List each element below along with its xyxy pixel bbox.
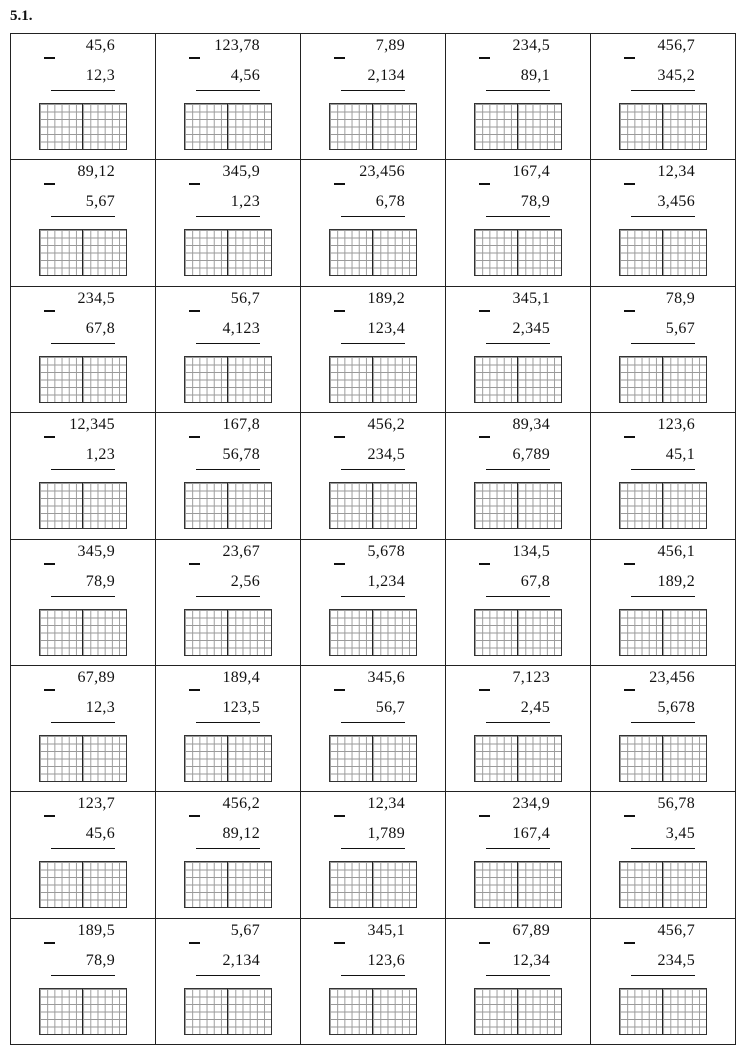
subtrahend: 189,2 [657, 572, 695, 590]
subtrahend: 45,1 [665, 446, 695, 464]
subtraction-problem [156, 413, 300, 538]
subtraction-problem [591, 792, 735, 917]
answer-line [631, 90, 695, 91]
subtrahend: 12,3 [85, 698, 115, 716]
subtraction-problem-cell [446, 34, 591, 160]
answer-grid[interactable] [474, 988, 562, 1035]
worksheet-row [11, 413, 736, 539]
subtraction-problem-cell [11, 918, 156, 1044]
answer-grid[interactable] [619, 103, 707, 150]
answer-grid[interactable] [329, 356, 417, 403]
minuend: 345,1 [367, 921, 405, 939]
answer-grid[interactable] [39, 103, 127, 150]
answer-grid[interactable] [329, 988, 417, 1035]
subtraction-problem [156, 919, 300, 1044]
minus-sign-icon [334, 436, 345, 438]
answer-line [631, 848, 695, 849]
answer-grid[interactable] [329, 861, 417, 908]
worksheet-row [11, 286, 736, 412]
subtrahend: 78,9 [85, 951, 115, 969]
answer-line [486, 975, 550, 976]
answer-grid[interactable] [329, 229, 417, 276]
minuend: 23,456 [359, 163, 405, 181]
answer-grid[interactable] [474, 103, 562, 150]
subtraction-problem [156, 792, 300, 917]
subtraction-problem [11, 540, 155, 665]
subtrahend: 5,67 [665, 319, 695, 337]
worksheet-row [11, 918, 736, 1044]
answer-line [631, 596, 695, 597]
subtraction-problem-cell [301, 286, 446, 412]
subtrahend: 67,8 [85, 319, 115, 337]
answer-line [486, 848, 550, 849]
subtraction-problem [156, 34, 300, 159]
subtrahend: 89,12 [222, 825, 260, 843]
subtraction-problem-cell [591, 918, 736, 1044]
subtraction-problem-cell [11, 160, 156, 286]
answer-line [486, 722, 550, 723]
minus-sign-icon [189, 815, 200, 817]
subtrahend: 345,2 [657, 67, 695, 84]
answer-line [631, 975, 695, 976]
answer-line [486, 216, 550, 217]
subtrahend: 6,78 [375, 193, 405, 211]
answer-line [631, 469, 695, 470]
minuend: 167,4 [512, 163, 550, 181]
answer-grid[interactable] [39, 229, 127, 276]
minuend: 456,2 [222, 795, 260, 813]
subtraction-problem-cell [591, 160, 736, 286]
subtrahend: 2,56 [230, 572, 260, 590]
subtraction-problem-cell [11, 286, 156, 412]
answer-line [631, 343, 695, 344]
subtraction-problem [446, 792, 590, 917]
minuend: 89,34 [512, 416, 550, 434]
minuend: 345,6 [367, 668, 405, 686]
minuend: 12,345 [69, 416, 115, 434]
subtrahend: 1,23 [85, 446, 115, 464]
subtraction-problem-cell [156, 918, 301, 1044]
subtraction-problem-cell [301, 792, 446, 918]
worksheet-row [11, 539, 736, 665]
minus-sign-icon [479, 563, 490, 565]
answer-grid[interactable] [474, 609, 562, 656]
subtraction-problem-cell [446, 539, 591, 665]
minus-sign-icon [44, 57, 55, 59]
minus-sign-icon [44, 563, 55, 565]
subtrahend: 67,8 [520, 572, 550, 590]
answer-grid[interactable] [619, 735, 707, 782]
minus-sign-icon [44, 436, 55, 438]
minuend: 456,2 [367, 416, 405, 434]
answer-line [196, 596, 260, 597]
answer-line [341, 975, 405, 976]
subtraction-problem-cell [156, 286, 301, 412]
answer-grid[interactable] [619, 861, 707, 908]
subtraction-problem-cell [11, 792, 156, 918]
minuend: 134,5 [512, 542, 550, 560]
minus-sign-icon [334, 815, 345, 817]
answer-line [51, 469, 115, 470]
subtraction-problem [11, 287, 155, 412]
subtraction-problem [446, 287, 590, 412]
answer-line [341, 90, 405, 91]
subtraction-problem-cell [11, 34, 156, 160]
subtraction-problem [11, 160, 155, 285]
answer-line [196, 975, 260, 976]
subtraction-problem-cell [446, 286, 591, 412]
minus-sign-icon [624, 689, 635, 691]
subtrahend: 4,123 [222, 319, 260, 337]
subtraction-problem-cell [301, 918, 446, 1044]
minuend: 5,67 [230, 921, 260, 939]
worksheet-row [11, 665, 736, 791]
subtrahend: 2,134 [367, 67, 405, 84]
subtraction-problem-cell [156, 792, 301, 918]
subtraction-problem-cell [446, 665, 591, 791]
subtrahend: 78,9 [520, 193, 550, 211]
minuend: 123,7 [77, 795, 115, 813]
minuend: 456,1 [657, 542, 695, 560]
minuend: 67,89 [77, 668, 115, 686]
subtraction-problem [301, 287, 445, 412]
subtraction-problem [591, 540, 735, 665]
answer-line [196, 722, 260, 723]
answer-line [341, 216, 405, 217]
answer-line [51, 848, 115, 849]
subtraction-problem [446, 160, 590, 285]
subtraction-problem-cell [156, 34, 301, 160]
subtrahend: 1,23 [230, 193, 260, 211]
subtraction-problem [446, 666, 590, 791]
exercise-number: 5.1. [10, 8, 33, 24]
answer-line [196, 848, 260, 849]
answer-line [486, 343, 550, 344]
answer-line [486, 90, 550, 91]
answer-grid[interactable] [184, 609, 272, 656]
answer-line [196, 343, 260, 344]
subtraction-problem-cell [591, 34, 736, 160]
minuend: 345,1 [512, 289, 550, 307]
subtraction-problem-cell [156, 160, 301, 286]
answer-line [51, 90, 115, 91]
minuend: 12,34 [657, 163, 695, 181]
minuend: 56,7 [230, 289, 260, 307]
minuend: 456,7 [657, 921, 695, 939]
worksheet-row [11, 34, 736, 160]
answer-grid[interactable] [474, 861, 562, 908]
subtraction-problem-cell [301, 539, 446, 665]
subtraction-problem [156, 666, 300, 791]
answer-grid[interactable] [329, 609, 417, 656]
answer-line [486, 469, 550, 470]
subtraction-problem-cell [591, 286, 736, 412]
minuend: 167,8 [222, 416, 260, 434]
subtrahend: 167,4 [512, 825, 550, 843]
minus-sign-icon [334, 57, 345, 59]
subtraction-problem [301, 792, 445, 917]
subtraction-problem-cell [156, 665, 301, 791]
subtrahend: 2,345 [512, 319, 550, 337]
subtraction-problem [11, 792, 155, 917]
minus-sign-icon [189, 436, 200, 438]
subtrahend: 123,6 [367, 951, 405, 969]
minus-sign-icon [624, 815, 635, 817]
subtraction-problem-cell [591, 413, 736, 539]
subtrahend: 78,9 [85, 572, 115, 590]
answer-grid[interactable] [619, 229, 707, 276]
subtrahend: 56,78 [222, 446, 260, 464]
subtraction-problem [11, 34, 155, 159]
answer-line [341, 722, 405, 723]
answer-grid[interactable] [619, 988, 707, 1035]
answer-grid[interactable] [184, 482, 272, 529]
minus-sign-icon [44, 689, 55, 691]
answer-line [341, 596, 405, 597]
subtraction-problem-cell [301, 413, 446, 539]
minuend: 189,5 [77, 921, 115, 939]
subtraction-problem [591, 413, 735, 538]
answer-grid[interactable] [184, 735, 272, 782]
answer-grid[interactable] [39, 861, 127, 908]
subtraction-problem-cell [446, 413, 591, 539]
subtraction-problem-cell [156, 539, 301, 665]
minus-sign-icon [334, 563, 345, 565]
subtraction-problem [156, 287, 300, 412]
subtraction-problem [301, 34, 445, 159]
minuend: 234,9 [512, 795, 550, 813]
minuend: 456,7 [657, 37, 695, 54]
minus-sign-icon [624, 310, 635, 312]
answer-grid[interactable] [39, 609, 127, 656]
answer-line [51, 722, 115, 723]
subtraction-problem [591, 287, 735, 412]
answer-grid[interactable] [474, 482, 562, 529]
minus-sign-icon [44, 183, 55, 185]
subtrahend: 3,456 [657, 193, 695, 211]
answer-line [341, 343, 405, 344]
answer-grid[interactable] [619, 609, 707, 656]
answer-line [631, 216, 695, 217]
minus-sign-icon [189, 183, 200, 185]
minus-sign-icon [479, 310, 490, 312]
minus-sign-icon [189, 942, 200, 944]
minuend: 45,6 [85, 37, 115, 54]
answer-grid[interactable] [619, 356, 707, 403]
subtraction-problem-cell [446, 160, 591, 286]
minuend: 23,67 [222, 542, 260, 560]
subtraction-problem-cell [591, 792, 736, 918]
minus-sign-icon [624, 942, 635, 944]
answer-grid[interactable] [39, 356, 127, 403]
subtrahend: 45,6 [85, 825, 115, 843]
subtrahend: 56,7 [375, 698, 405, 716]
minuend: 12,34 [367, 795, 405, 813]
minus-sign-icon [624, 183, 635, 185]
subtraction-problem [301, 919, 445, 1044]
minus-sign-icon [189, 57, 200, 59]
minus-sign-icon [479, 183, 490, 185]
subtraction-problem [156, 160, 300, 285]
minus-sign-icon [44, 310, 55, 312]
subtraction-problem [591, 666, 735, 791]
subtrahend: 5,678 [657, 698, 695, 716]
answer-grid[interactable] [39, 988, 127, 1035]
subtraction-problem [11, 413, 155, 538]
minus-sign-icon [189, 563, 200, 565]
minus-sign-icon [479, 57, 490, 59]
subtraction-problem [301, 666, 445, 791]
subtraction-problem-cell [301, 160, 446, 286]
answer-line [51, 343, 115, 344]
answer-grid[interactable] [474, 356, 562, 403]
answer-grid[interactable] [39, 482, 127, 529]
subtraction-problem-cell [591, 539, 736, 665]
answer-line [51, 975, 115, 976]
subtraction-problem [591, 34, 735, 159]
answer-grid[interactable] [474, 735, 562, 782]
answer-grid[interactable] [329, 735, 417, 782]
minus-sign-icon [334, 310, 345, 312]
subtrahend: 123,4 [367, 319, 405, 337]
subtraction-problem-cell [11, 539, 156, 665]
minuend: 78,9 [665, 289, 695, 307]
subtraction-problem-cell [11, 413, 156, 539]
subtrahend: 4,56 [230, 67, 260, 84]
subtrahend: 2,134 [222, 951, 260, 969]
subtrahend: 123,5 [222, 698, 260, 716]
answer-line [486, 596, 550, 597]
subtraction-problem [11, 919, 155, 1044]
minuend: 23,456 [649, 668, 695, 686]
subtrahend: 3,45 [665, 825, 695, 843]
minus-sign-icon [189, 310, 200, 312]
answer-grid[interactable] [329, 103, 417, 150]
subtrahend: 234,5 [367, 446, 405, 464]
minuend: 123,78 [214, 37, 260, 54]
subtrahend: 2,45 [520, 698, 550, 716]
subtrahend: 12,34 [512, 951, 550, 969]
subtrahend: 1,234 [367, 572, 405, 590]
subtraction-problem [301, 540, 445, 665]
minus-sign-icon [334, 942, 345, 944]
answer-grid[interactable] [474, 229, 562, 276]
answer-line [631, 722, 695, 723]
minuend: 7,123 [512, 668, 550, 686]
minus-sign-icon [479, 815, 490, 817]
subtraction-problem-cell [446, 792, 591, 918]
minuend: 5,678 [367, 542, 405, 560]
subtraction-problem [591, 160, 735, 285]
minus-sign-icon [334, 689, 345, 691]
subtraction-problem-cell [591, 665, 736, 791]
minus-sign-icon [44, 815, 55, 817]
answer-line [51, 216, 115, 217]
minuend: 189,4 [222, 668, 260, 686]
subtraction-problem [446, 540, 590, 665]
minus-sign-icon [334, 183, 345, 185]
answer-line [51, 596, 115, 597]
minuend: 345,9 [222, 163, 260, 181]
subtraction-problem-cell [11, 665, 156, 791]
minuend: 123,6 [657, 416, 695, 434]
subtraction-problem [591, 919, 735, 1044]
minus-sign-icon [189, 689, 200, 691]
answer-grid[interactable] [184, 988, 272, 1035]
minus-sign-icon [479, 436, 490, 438]
minuend: 345,9 [77, 542, 115, 560]
subtrahend: 89,1 [520, 67, 550, 84]
answer-line [196, 469, 260, 470]
answer-grid[interactable] [184, 356, 272, 403]
subtraction-problem [156, 540, 300, 665]
minuend: 189,2 [367, 289, 405, 307]
minus-sign-icon [44, 942, 55, 944]
answer-line [341, 848, 405, 849]
answer-grid[interactable] [184, 103, 272, 150]
subtraction-problem [301, 413, 445, 538]
subtraction-problem-cell [446, 918, 591, 1044]
subtraction-problem [301, 160, 445, 285]
answer-line [196, 90, 260, 91]
answer-grid[interactable] [184, 861, 272, 908]
subtraction-problem-cell [301, 34, 446, 160]
minus-sign-icon [479, 689, 490, 691]
worksheet-row [11, 792, 736, 918]
minus-sign-icon [624, 563, 635, 565]
answer-grid[interactable] [184, 229, 272, 276]
minuend: 56,78 [657, 795, 695, 813]
minuend: 67,89 [512, 921, 550, 939]
minuend: 234,5 [77, 289, 115, 307]
minus-sign-icon [479, 942, 490, 944]
subtraction-problem [446, 919, 590, 1044]
subtrahend: 234,5 [657, 951, 695, 969]
subtrahend: 1,789 [367, 825, 405, 843]
subtraction-problem [446, 413, 590, 538]
subtraction-problem [446, 34, 590, 159]
minuend: 234,5 [512, 37, 550, 54]
answer-line [341, 469, 405, 470]
subtraction-problem-cell [156, 413, 301, 539]
answer-grid[interactable] [619, 482, 707, 529]
minuend: 7,89 [375, 37, 405, 54]
worksheet-row [11, 160, 736, 286]
answer-line [196, 216, 260, 217]
subtrahend: 5,67 [85, 193, 115, 211]
minus-sign-icon [624, 57, 635, 59]
subtraction-problem-cell [301, 665, 446, 791]
subtrahend: 12,3 [85, 67, 115, 84]
subtrahend: 6,789 [512, 446, 550, 464]
minus-sign-icon [624, 436, 635, 438]
minuend: 89,12 [77, 163, 115, 181]
answer-grid[interactable] [329, 482, 417, 529]
subtraction-problem [11, 666, 155, 791]
answer-grid[interactable] [39, 735, 127, 782]
subtraction-worksheet [10, 33, 736, 1045]
